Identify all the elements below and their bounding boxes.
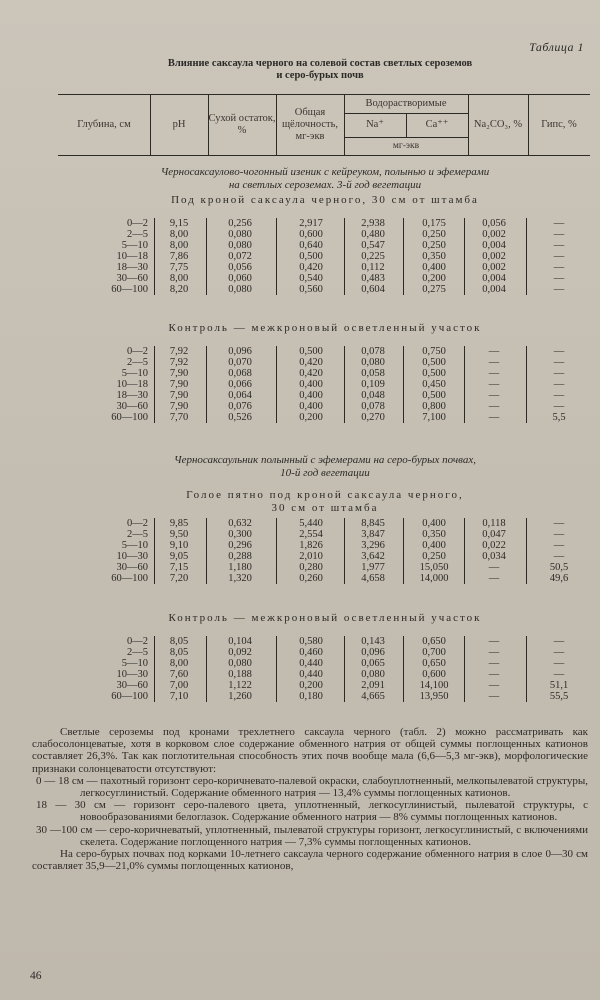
section1-subheading-b: Контроль — межкроновый осветленный участок [168, 322, 482, 334]
depth-cell: 60—100 [111, 691, 148, 702]
header-water-soluble: Водорастворимые [365, 98, 447, 109]
gypsum-cell: — [553, 368, 565, 379]
na-cell: 1,977 [361, 562, 385, 573]
na-cell: 0,109 [361, 379, 385, 390]
ph-cell: 7,92 [169, 346, 189, 357]
table-row [58, 518, 590, 529]
ph-cell: 7,90 [169, 379, 189, 390]
gypsum-cell: — [553, 658, 565, 669]
horizon-3: 30 —100 см — серо-коричневатый, уплотненный, пылеватой структуры горизонт, легкосуглинистый, с включениями скелета. Содержание поглощенного натрия — 7,3% суммы поглощенных катионов. [36, 823, 588, 848]
na-cell: 2,091 [361, 680, 385, 691]
depth-cell: 30—60 [116, 273, 148, 284]
naco-cell: — [488, 562, 500, 573]
ph-cell: 7,75 [169, 262, 189, 273]
table-title-line-1: Влияние саксаула черного на солевой состав светлых сероземов [167, 58, 473, 69]
na-cell: 0,048 [361, 390, 385, 401]
na-cell: 0,112 [361, 262, 385, 273]
ph-cell: 9,05 [169, 551, 189, 562]
header-alkalinity: Общая щёлочность, мг-экв [281, 107, 339, 142]
table-row [58, 284, 590, 295]
na-cell: 0,547 [361, 240, 385, 251]
ca-cell: 0,275 [422, 284, 446, 295]
naco-cell: — [488, 636, 500, 647]
gypsum-cell: — [553, 390, 565, 401]
alkalinity-cell: 0,280 [299, 562, 323, 573]
depth-cell: 5—10 [121, 368, 148, 379]
depth-cell: 5—10 [121, 240, 148, 251]
section2-subheading-a1: Голое пятно под кроной саксаула черного, [186, 489, 464, 501]
ph-cell: 7,90 [169, 401, 189, 412]
gypsum-cell: 51,1 [549, 680, 569, 691]
ca-cell: 14,100 [419, 680, 449, 691]
alkalinity-cell: 1,826 [299, 540, 323, 551]
naco-cell: 0,002 [482, 251, 506, 262]
na-cell: 3,847 [361, 529, 385, 540]
table-row [58, 262, 590, 273]
table-row [58, 529, 590, 540]
section2-subheading-a2: 30 см от штамба [271, 502, 379, 514]
gypsum-cell: — [553, 262, 565, 273]
dry-residue-cell: 0,256 [228, 218, 252, 229]
alkalinity-cell: 0,420 [299, 357, 323, 368]
na-cell: 8,845 [361, 518, 385, 529]
naco-cell: 0,004 [482, 273, 506, 284]
table-row [58, 551, 590, 562]
na-cell: 0,058 [361, 368, 385, 379]
header-naco: Na₂CO₃, % [473, 119, 523, 130]
naco-cell: 0,056 [482, 218, 506, 229]
gypsum-cell: — [553, 273, 565, 284]
section2-block-b [58, 636, 590, 702]
gypsum-cell: — [553, 240, 565, 251]
gypsum-cell: — [553, 357, 565, 368]
na-cell: 0,065 [361, 658, 385, 669]
ca-cell: 13,950 [419, 691, 449, 702]
naco-cell: — [488, 379, 500, 390]
naco-cell: — [488, 573, 500, 584]
alkalinity-cell: 0,540 [299, 273, 323, 284]
na-cell: 0,080 [361, 357, 385, 368]
alkalinity-cell: 5,440 [299, 518, 323, 529]
naco-cell: — [488, 691, 500, 702]
ph-cell: 7,00 [169, 680, 189, 691]
table-row [58, 390, 590, 401]
table-row [58, 379, 590, 390]
alkalinity-cell: 0,500 [299, 346, 323, 357]
ph-cell: 7,86 [169, 251, 189, 262]
header-unit: мг-экв [392, 141, 420, 151]
header-ph: pH [172, 119, 186, 130]
ph-cell: 7,20 [169, 573, 189, 584]
ph-cell: 9,10 [169, 540, 189, 551]
alkalinity-cell: 0,460 [299, 647, 323, 658]
ph-cell: 8,00 [169, 240, 189, 251]
naco-cell: 0,047 [482, 529, 506, 540]
table-row [58, 540, 590, 551]
alkalinity-cell: 0,260 [299, 573, 323, 584]
ca-cell: 7,100 [422, 412, 446, 423]
naco-cell: — [488, 390, 500, 401]
ph-cell: 8,05 [169, 647, 189, 658]
gypsum-cell: — [553, 229, 565, 240]
alkalinity-cell: 0,200 [299, 680, 323, 691]
table-header [58, 94, 590, 156]
dry-residue-cell: 0,632 [228, 518, 252, 529]
paragraph-1: Светлые сероземы под кронами трехлетнего саксаула черного (табл. 2) можно рассматривать как слабосолонцеватые, хотя в корковом слое содержание обменного натрия от общей суммы поглощенных катионов составляет 26,3%. Так как поглотительная способность этих почв вообще мала (6,6—5,3 мг-экв), морфологические признаки солонцеватости отсутствуют: [32, 726, 588, 775]
naco-cell: — [488, 346, 500, 357]
na-cell: 4,658 [361, 573, 385, 584]
gypsum-cell: — [553, 401, 565, 412]
depth-cell: 30—60 [116, 562, 148, 573]
depth-cell: 0—2 [127, 636, 148, 647]
ca-cell: 0,500 [422, 390, 446, 401]
dry-residue-cell: 0,072 [228, 251, 252, 262]
depth-cell: 18—30 [116, 390, 148, 401]
alkalinity-cell: 0,180 [299, 691, 323, 702]
table-row [58, 573, 590, 584]
ca-cell: 0,200 [422, 273, 446, 284]
gypsum-cell: 49,6 [549, 573, 569, 584]
dry-residue-cell: 0,092 [228, 647, 252, 658]
dry-residue-cell: 1,320 [228, 573, 252, 584]
ca-cell: 0,175 [422, 218, 446, 229]
dry-residue-cell: 1,122 [228, 680, 252, 691]
horizon-2: 18 — 30 см — горизонт серо-палевого цвета, уплотненный, легкосуглинистый, пылеватой структуры, с новообразованиями белоглазок. Содержание обменного натрия — 8% суммы поглощенных катионов. [36, 799, 588, 824]
ca-cell: 0,750 [422, 346, 446, 357]
alkalinity-cell: 0,420 [299, 262, 323, 273]
alkalinity-cell: 0,440 [299, 658, 323, 669]
horizon-1: 0 — 18 см — пахотный горизонт серо-коричневато-палевой окраски, слабоуплотненный, мелкопылеватой структуры, легкосуглинистый. Содержание обменного натрия — 13,4% суммы поглощенных катионов. [36, 774, 588, 800]
gypsum-cell: 55,5 [549, 691, 569, 702]
header-na: Na⁺ [366, 119, 384, 130]
header-gypsum: Гипс, % [541, 119, 577, 130]
table-row [58, 658, 590, 669]
table-row [58, 636, 590, 647]
na-cell: 0,480 [361, 229, 385, 240]
ca-cell: 0,350 [422, 251, 446, 262]
ph-cell: 9,50 [169, 529, 189, 540]
table-row [58, 647, 590, 658]
ca-cell: 0,250 [422, 240, 446, 251]
depth-cell: 30—60 [116, 401, 148, 412]
gypsum-cell: 50,5 [549, 562, 569, 573]
dry-residue-cell: 0,080 [228, 658, 252, 669]
depth-cell: 18—30 [116, 262, 148, 273]
ca-cell: 0,400 [422, 540, 446, 551]
dry-residue-cell: 0,056 [228, 262, 252, 273]
dry-residue-cell: 0,080 [228, 240, 252, 251]
depth-cell: 2—5 [127, 357, 148, 368]
table-row [58, 368, 590, 379]
depth-cell: 0—2 [127, 346, 148, 357]
ph-cell: 7,70 [169, 412, 189, 423]
dry-residue-cell: 0,066 [228, 379, 252, 390]
depth-cell: 5—10 [121, 540, 148, 551]
naco-cell: — [488, 401, 500, 412]
section2-caption-2: 10-й год вегетации [280, 467, 370, 479]
na-cell: 0,143 [361, 636, 385, 647]
dry-residue-cell: 0,060 [228, 273, 252, 284]
alkalinity-cell: 0,400 [299, 401, 323, 412]
alkalinity-cell: 2,010 [299, 551, 323, 562]
ca-cell: 0,250 [422, 229, 446, 240]
dry-residue-cell: 0,288 [228, 551, 252, 562]
ph-cell: 8,00 [169, 273, 189, 284]
gypsum-cell: — [553, 636, 565, 647]
naco-cell: — [488, 680, 500, 691]
dry-residue-cell: 0,064 [228, 390, 252, 401]
ca-cell: 0,600 [422, 669, 446, 680]
dry-residue-cell: 0,300 [228, 529, 252, 540]
depth-cell: 10—30 [116, 669, 148, 680]
table-row [58, 562, 590, 573]
na-cell: 4,665 [361, 691, 385, 702]
naco-cell: 0,022 [482, 540, 506, 551]
ph-cell: 8,05 [169, 636, 189, 647]
gypsum-cell: — [553, 251, 565, 262]
gypsum-cell: — [553, 529, 565, 540]
naco-cell: 0,118 [482, 518, 506, 529]
dry-residue-cell: 1,260 [228, 691, 252, 702]
header-depth: Глубина, см [77, 119, 131, 130]
gypsum-cell: — [553, 218, 565, 229]
depth-cell: 60—100 [111, 284, 148, 295]
gypsum-cell: — [553, 379, 565, 390]
depth-cell: 10—18 [116, 251, 148, 262]
naco-cell: — [488, 647, 500, 658]
alkalinity-cell: 0,500 [299, 251, 323, 262]
depth-cell: 0—2 [127, 218, 148, 229]
table-row [58, 669, 590, 680]
naco-cell: — [488, 368, 500, 379]
alkalinity-cell: 2,554 [299, 529, 323, 540]
dry-residue-cell: 0,068 [228, 368, 252, 379]
ph-cell: 7,90 [169, 368, 189, 379]
table-row [58, 401, 590, 412]
na-cell: 0,270 [361, 412, 385, 423]
table-row [58, 680, 590, 691]
alkalinity-cell: 0,400 [299, 379, 323, 390]
dry-residue-cell: 0,076 [228, 401, 252, 412]
table-label: Таблица 1 [529, 40, 584, 54]
ph-cell: 7,10 [169, 691, 189, 702]
header-dry-residue: Сухой остаток, % [208, 113, 276, 136]
table-row [58, 240, 590, 251]
depth-cell: 2—5 [127, 529, 148, 540]
ca-cell: 0,500 [422, 357, 446, 368]
ca-cell: 0,250 [422, 551, 446, 562]
depth-cell: 10—18 [116, 379, 148, 390]
table-row [58, 273, 590, 284]
na-cell: 0,078 [361, 346, 385, 357]
naco-cell: 0,002 [482, 229, 506, 240]
dry-residue-cell: 1,180 [228, 562, 252, 573]
section1-caption-1: Черносаксауловo-чогонный изеник с кейреуком, полынью и эфемерами [160, 166, 490, 178]
depth-cell: 30—60 [116, 680, 148, 691]
gypsum-cell: 5,5 [552, 412, 566, 423]
naco-cell: 0,034 [482, 551, 506, 562]
alkalinity-cell: 0,640 [299, 240, 323, 251]
na-cell: 3,642 [361, 551, 385, 562]
ph-cell: 7,90 [169, 390, 189, 401]
table-row [58, 346, 590, 357]
section2-caption-1: Черносаксаульник полынный с эфемерами на серо-бурых почвах, [174, 454, 476, 466]
header-ca: Ca⁺⁺ [425, 119, 449, 130]
na-cell: 2,938 [361, 218, 385, 229]
ca-cell: 0,350 [422, 529, 446, 540]
alkalinity-cell: 0,560 [299, 284, 323, 295]
na-cell: 0,225 [361, 251, 385, 262]
ph-cell: 8,20 [169, 284, 189, 295]
na-cell: 0,078 [361, 401, 385, 412]
alkalinity-cell: 0,440 [299, 669, 323, 680]
na-cell: 0,080 [361, 669, 385, 680]
dry-residue-cell: 0,070 [228, 357, 252, 368]
na-cell: 0,096 [361, 647, 385, 658]
dry-residue-cell: 0,096 [228, 346, 252, 357]
naco-cell: 0,004 [482, 240, 506, 251]
table-row [58, 218, 590, 229]
naco-cell: — [488, 658, 500, 669]
alkalinity-cell: 0,600 [299, 229, 323, 240]
ca-cell: 0,500 [422, 368, 446, 379]
ph-cell: 7,15 [169, 562, 189, 573]
table-title-line-2: и серо-бурых почв [276, 70, 364, 81]
naco-cell: 0,004 [482, 284, 506, 295]
ph-cell: 7,92 [169, 357, 189, 368]
ca-cell: 0,800 [422, 401, 446, 412]
gypsum-cell: — [553, 518, 565, 529]
na-cell: 0,604 [361, 284, 385, 295]
paragraph-2: На серо-бурых почвах под корками 10-летнего саксаула черного содержание обменного натрия в слое 0—30 см составляет 35,9—21,0% суммы поглощенных катионов, [32, 848, 588, 873]
gypsum-cell: — [553, 647, 565, 658]
gypsum-cell: — [553, 551, 565, 562]
section2-subheading-b: Контроль — межкроновый осветленный участок [168, 612, 482, 624]
alkalinity-cell: 2,917 [299, 218, 323, 229]
gypsum-cell: — [553, 669, 565, 680]
section2-block-a [58, 518, 590, 584]
ca-cell: 0,400 [422, 262, 446, 273]
table-row [58, 412, 590, 423]
ca-cell: 0,450 [422, 379, 446, 390]
section1-block-b [58, 346, 590, 423]
na-cell: 3,296 [361, 540, 385, 551]
ca-cell: 0,650 [422, 636, 446, 647]
naco-cell: — [488, 669, 500, 680]
dry-residue-cell: 0,080 [228, 284, 252, 295]
dry-residue-cell: 0,188 [228, 669, 252, 680]
depth-cell: 2—5 [127, 229, 148, 240]
ph-cell: 9,15 [169, 218, 189, 229]
alkalinity-cell: 0,400 [299, 390, 323, 401]
ph-cell: 7,60 [169, 669, 189, 680]
page-number: 46 [30, 970, 42, 982]
dry-residue-cell: 0,104 [228, 636, 252, 647]
table-row [58, 691, 590, 702]
naco-cell: — [488, 412, 500, 423]
alkalinity-cell: 0,420 [299, 368, 323, 379]
depth-cell: 2—5 [127, 647, 148, 658]
depth-cell: 60—100 [111, 412, 148, 423]
ph-cell: 9,85 [169, 518, 189, 529]
section1-block-a [58, 218, 590, 295]
depth-cell: 0—2 [127, 518, 148, 529]
ph-cell: 8,00 [169, 658, 189, 669]
gypsum-cell: — [553, 284, 565, 295]
ca-cell: 0,400 [422, 518, 446, 529]
ca-cell: 0,700 [422, 647, 446, 658]
ca-cell: 15,050 [419, 562, 449, 573]
ca-cell: 0,650 [422, 658, 446, 669]
gypsum-cell: — [553, 346, 565, 357]
table-row [58, 229, 590, 240]
body-text [32, 726, 588, 872]
na-cell: 0,483 [361, 273, 385, 284]
naco-cell: 0,002 [482, 262, 506, 273]
dry-residue-cell: 0,296 [228, 540, 252, 551]
ph-cell: 8,00 [169, 229, 189, 240]
section1-subheading-a: Под кроной саксаула черного, 30 см от штамба [171, 194, 479, 206]
depth-cell: 60—100 [111, 573, 148, 584]
table-title [60, 58, 580, 82]
ca-cell: 14,000 [419, 573, 449, 584]
dry-residue-cell: 0,080 [228, 229, 252, 240]
alkalinity-cell: 0,580 [299, 636, 323, 647]
section1-caption-2: на светлых сероземах. 3-й год вегетации [228, 179, 422, 191]
naco-cell: — [488, 357, 500, 368]
gypsum-cell: — [553, 540, 565, 551]
dry-residue-cell: 0,526 [228, 412, 252, 423]
depth-cell: 10—30 [116, 551, 148, 562]
depth-cell: 5—10 [121, 658, 148, 669]
table-row [58, 251, 590, 262]
table-row [58, 357, 590, 368]
alkalinity-cell: 0,200 [299, 412, 323, 423]
